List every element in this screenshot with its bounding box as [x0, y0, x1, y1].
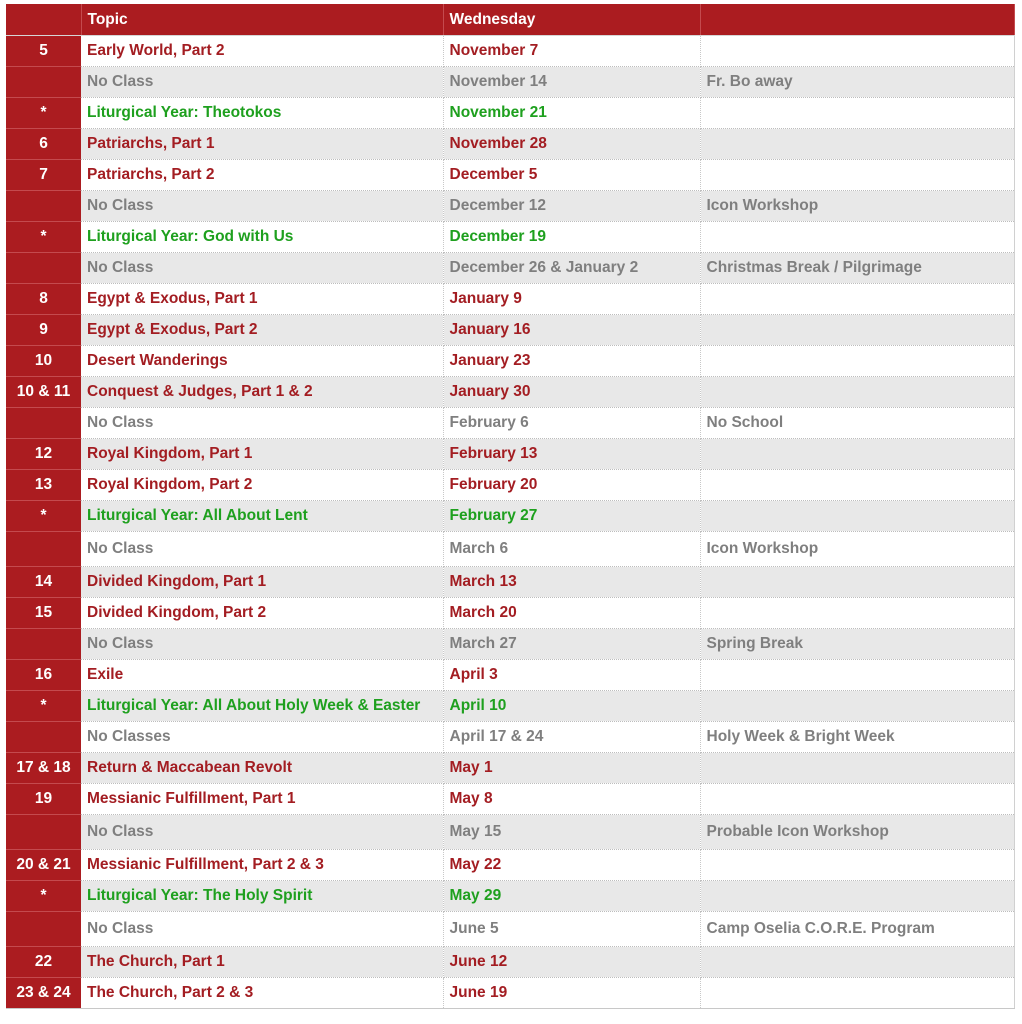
table-row: [6, 377, 1014, 408]
note-cell: [700, 439, 1014, 470]
date-cell: May 8: [443, 784, 700, 815]
note-cell: [700, 881, 1014, 912]
topic-cell: Egypt & Exodus, Part 2: [81, 315, 443, 346]
note-cell: No School: [700, 408, 1014, 439]
table-row: [6, 284, 1014, 315]
note-cell: [700, 691, 1014, 722]
date-cell: March 20: [443, 598, 700, 629]
topic-cell: Liturgical Year: All About Lent: [81, 501, 443, 532]
lesson-number: *: [6, 501, 81, 532]
date-cell: April 10: [443, 691, 700, 722]
date-cell: February 27: [443, 501, 700, 532]
table-row: [6, 784, 1014, 815]
topic-cell: Royal Kingdom, Part 2: [81, 470, 443, 501]
table-row: [6, 470, 1014, 501]
lesson-number: [6, 191, 81, 222]
lesson-number: *: [6, 98, 81, 129]
date-cell: March 27: [443, 629, 700, 660]
header-wednesday: Wednesday: [443, 4, 700, 36]
note-cell: Fr. Bo away: [700, 67, 1014, 98]
lesson-number: 8: [6, 284, 81, 315]
table-row: [6, 947, 1014, 978]
lesson-number: 22: [6, 947, 81, 978]
table-row: [6, 532, 1014, 567]
topic-cell: Divided Kingdom, Part 2: [81, 598, 443, 629]
header-notes: [700, 4, 1014, 36]
topic-cell: Return & Maccabean Revolt: [81, 753, 443, 784]
lesson-number: *: [6, 881, 81, 912]
table-row: [6, 722, 1014, 753]
date-cell: January 9: [443, 284, 700, 315]
lesson-number: 6: [6, 129, 81, 160]
lesson-number: [6, 532, 81, 567]
topic-cell: Messianic Fulfillment, Part 2 & 3: [81, 850, 443, 881]
note-cell: [700, 470, 1014, 501]
date-cell: December 26 & January 2: [443, 253, 700, 284]
lesson-number: 10: [6, 346, 81, 377]
topic-cell: No Class: [81, 629, 443, 660]
note-cell: [700, 567, 1014, 598]
lesson-number: 23 & 24: [6, 978, 81, 1009]
date-cell: December 19: [443, 222, 700, 253]
lesson-number: 14: [6, 567, 81, 598]
table-row: [6, 408, 1014, 439]
topic-cell: Early World, Part 2: [81, 36, 443, 67]
date-cell: March 13: [443, 567, 700, 598]
topic-cell: No Class: [81, 191, 443, 222]
date-cell: December 12: [443, 191, 700, 222]
date-cell: March 6: [443, 532, 700, 567]
lesson-number: 9: [6, 315, 81, 346]
note-cell: [700, 36, 1014, 67]
date-cell: May 29: [443, 881, 700, 912]
note-cell: [700, 660, 1014, 691]
note-cell: [700, 978, 1014, 1009]
lesson-number: [6, 629, 81, 660]
table-row: [6, 912, 1014, 947]
date-cell: February 20: [443, 470, 700, 501]
lesson-number: [6, 253, 81, 284]
note-cell: [700, 753, 1014, 784]
lesson-number: 20 & 21: [6, 850, 81, 881]
topic-cell: No Class: [81, 408, 443, 439]
lesson-number: [6, 815, 81, 850]
header-topic: Topic: [81, 4, 443, 36]
lesson-number: [6, 408, 81, 439]
topic-cell: Messianic Fulfillment, Part 1: [81, 784, 443, 815]
note-cell: Camp Oselia C.O.R.E. Program: [700, 912, 1014, 947]
topic-cell: Exile: [81, 660, 443, 691]
topic-cell: No Class: [81, 67, 443, 98]
note-cell: Christmas Break / Pilgrimage: [700, 253, 1014, 284]
lesson-number: 5: [6, 36, 81, 67]
topic-cell: Conquest & Judges, Part 1 & 2: [81, 377, 443, 408]
date-cell: May 22: [443, 850, 700, 881]
table-row: [6, 501, 1014, 532]
topic-cell: Liturgical Year: Theotokos: [81, 98, 443, 129]
date-cell: May 1: [443, 753, 700, 784]
table-row: [6, 315, 1014, 346]
date-cell: June 12: [443, 947, 700, 978]
note-cell: Spring Break: [700, 629, 1014, 660]
date-cell: November 21: [443, 98, 700, 129]
note-cell: [700, 284, 1014, 315]
topic-cell: No Classes: [81, 722, 443, 753]
topic-cell: Liturgical Year: God with Us: [81, 222, 443, 253]
topic-cell: Patriarchs, Part 1: [81, 129, 443, 160]
note-cell: [700, 501, 1014, 532]
table-row: [6, 129, 1014, 160]
topic-cell: No Class: [81, 912, 443, 947]
note-cell: [700, 947, 1014, 978]
table-row: [6, 346, 1014, 377]
date-cell: November 14: [443, 67, 700, 98]
lesson-number: 13: [6, 470, 81, 501]
lesson-number: 10 & 11: [6, 377, 81, 408]
table-body: [6, 36, 1014, 1009]
date-cell: May 15: [443, 815, 700, 850]
date-cell: June 5: [443, 912, 700, 947]
date-cell: November 7: [443, 36, 700, 67]
date-cell: November 28: [443, 129, 700, 160]
note-cell: [700, 315, 1014, 346]
table-row: [6, 753, 1014, 784]
note-cell: Holy Week & Bright Week: [700, 722, 1014, 753]
lesson-number: *: [6, 691, 81, 722]
lesson-number: 16: [6, 660, 81, 691]
table-row: [6, 36, 1014, 67]
topic-cell: The Church, Part 1: [81, 947, 443, 978]
topic-cell: Desert Wanderings: [81, 346, 443, 377]
table-header: [6, 4, 1014, 36]
note-cell: Probable Icon Workshop: [700, 815, 1014, 850]
header-number: [6, 4, 81, 36]
note-cell: Icon Workshop: [700, 532, 1014, 567]
note-cell: [700, 598, 1014, 629]
class-schedule-table: [6, 4, 1015, 1009]
note-cell: [700, 98, 1014, 129]
topic-cell: No Class: [81, 253, 443, 284]
topic-cell: No Class: [81, 815, 443, 850]
date-cell: December 5: [443, 160, 700, 191]
date-cell: June 19: [443, 978, 700, 1009]
table-row: [6, 67, 1014, 98]
date-cell: February 13: [443, 439, 700, 470]
lesson-number: 15: [6, 598, 81, 629]
table-row: [6, 439, 1014, 470]
table-row: [6, 660, 1014, 691]
topic-cell: Divided Kingdom, Part 1: [81, 567, 443, 598]
table-row: [6, 567, 1014, 598]
date-cell: January 30: [443, 377, 700, 408]
note-cell: [700, 129, 1014, 160]
table-row: [6, 850, 1014, 881]
table-row: [6, 598, 1014, 629]
table-row: [6, 881, 1014, 912]
lesson-number: 17 & 18: [6, 753, 81, 784]
note-cell: Icon Workshop: [700, 191, 1014, 222]
table-row: [6, 629, 1014, 660]
lesson-number: [6, 912, 81, 947]
table-row: [6, 160, 1014, 191]
table-row: [6, 191, 1014, 222]
topic-cell: Egypt & Exodus, Part 1: [81, 284, 443, 315]
topic-cell: Liturgical Year: All About Holy Week & Easter: [81, 691, 443, 722]
note-cell: [700, 160, 1014, 191]
note-cell: [700, 346, 1014, 377]
date-cell: February 6: [443, 408, 700, 439]
date-cell: April 3: [443, 660, 700, 691]
lesson-number: 7: [6, 160, 81, 191]
note-cell: [700, 222, 1014, 253]
table-row: [6, 98, 1014, 129]
topic-cell: Patriarchs, Part 2: [81, 160, 443, 191]
lesson-number: 12: [6, 439, 81, 470]
topic-cell: The Church, Part 2 & 3: [81, 978, 443, 1009]
topic-cell: Royal Kingdom, Part 1: [81, 439, 443, 470]
lesson-number: 19: [6, 784, 81, 815]
table-row: [6, 815, 1014, 850]
table-row: [6, 978, 1014, 1009]
lesson-number: [6, 722, 81, 753]
topic-cell: No Class: [81, 532, 443, 567]
date-cell: January 23: [443, 346, 700, 377]
date-cell: April 17 & 24: [443, 722, 700, 753]
note-cell: [700, 850, 1014, 881]
lesson-number: *: [6, 222, 81, 253]
note-cell: [700, 377, 1014, 408]
table-row: [6, 222, 1014, 253]
table-row: [6, 253, 1014, 284]
lesson-number: [6, 67, 81, 98]
date-cell: January 16: [443, 315, 700, 346]
note-cell: [700, 784, 1014, 815]
topic-cell: Liturgical Year: The Holy Spirit: [81, 881, 443, 912]
table-row: [6, 691, 1014, 722]
